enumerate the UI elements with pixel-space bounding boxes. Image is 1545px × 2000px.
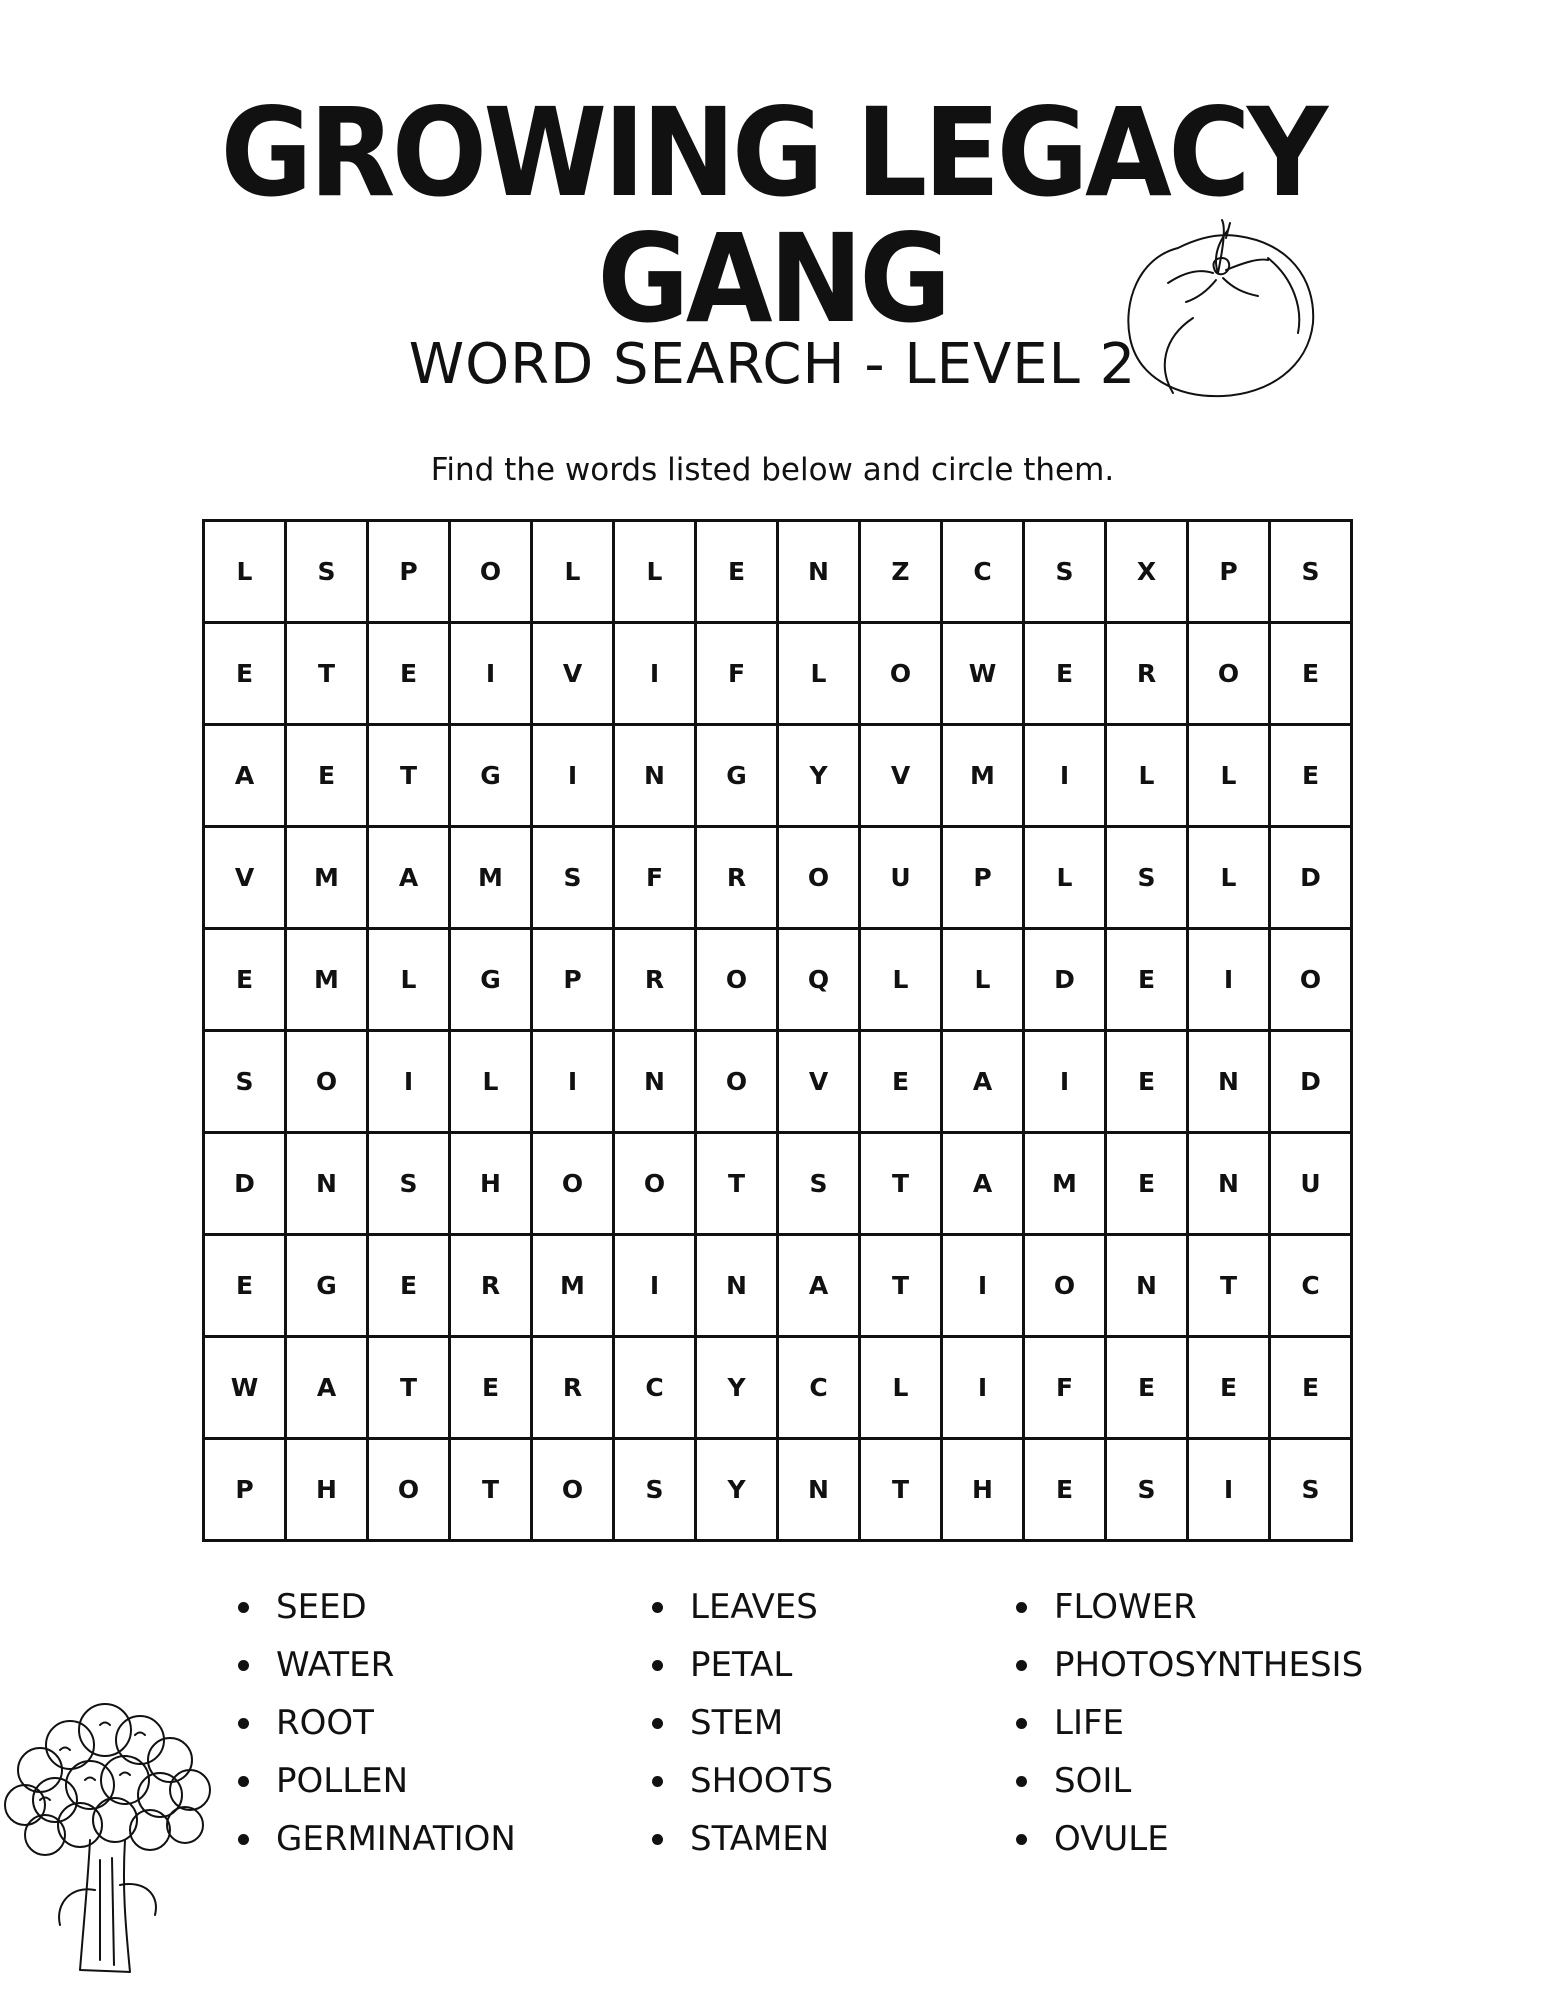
word-item: FLOWER [1016,1578,1363,1636]
grid-cell[interactable]: W [942,623,1024,725]
grid-cell[interactable]: O [286,1031,368,1133]
grid-cell[interactable]: T [450,1439,532,1541]
grid-cell[interactable]: F [1024,1337,1106,1439]
word-item: SEED [238,1578,516,1636]
word-item: GERMINATION [238,1810,516,1868]
word-item: STAMEN [652,1810,833,1868]
grid-cell[interactable]: L [368,929,450,1031]
grid-cell[interactable]: M [450,827,532,929]
grid-cell[interactable]: E [1106,1133,1188,1235]
grid-cell[interactable]: S [286,521,368,623]
word-item: POLLEN [238,1752,516,1810]
grid-cell[interactable]: O [532,1439,614,1541]
grid-cell[interactable]: S [1024,521,1106,623]
grid-cell[interactable]: L [1188,725,1270,827]
grid-cell[interactable]: H [286,1439,368,1541]
grid-cell[interactable]: N [614,1031,696,1133]
grid-cell[interactable]: E [1270,725,1352,827]
grid-cell[interactable]: I [942,1235,1024,1337]
grid-cell[interactable]: A [286,1337,368,1439]
grid-cell[interactable]: S [204,1031,286,1133]
grid-cell[interactable]: G [450,929,532,1031]
grid-cell[interactable]: L [860,929,942,1031]
grid-cell[interactable]: T [860,1235,942,1337]
grid-cell[interactable]: E [1106,929,1188,1031]
grid-cell[interactable]: E [696,521,778,623]
word-item: PETAL [652,1636,833,1694]
grid-cell[interactable]: O [696,929,778,1031]
grid-cell[interactable]: F [614,827,696,929]
grid-cell[interactable]: T [1188,1235,1270,1337]
grid-cell[interactable]: E [368,1235,450,1337]
grid-cell[interactable]: H [942,1439,1024,1541]
grid-cell[interactable]: E [1270,1337,1352,1439]
grid-cell[interactable]: I [1188,1439,1270,1541]
tomato-illustration [1118,218,1318,403]
grid-cell[interactable]: M [532,1235,614,1337]
grid-cell[interactable]: R [450,1235,532,1337]
grid-cell[interactable]: E [450,1337,532,1439]
grid-row [204,1439,1352,1541]
grid-cell[interactable]: C [942,521,1024,623]
broccoli-illustration [0,1690,240,1980]
instructions: Find the words listed below and circle them. [430,452,1115,488]
grid-cell[interactable]: A [942,1133,1024,1235]
word-list-column-1 [238,1578,516,1868]
grid-cell[interactable]: R [614,929,696,1031]
word-list-column-2 [652,1578,833,1868]
grid-cell[interactable]: T [368,725,450,827]
grid-cell[interactable]: C [614,1337,696,1439]
word-list-column-3 [1016,1578,1363,1868]
grid-cell[interactable]: N [1188,1133,1270,1235]
grid-cell[interactable]: D [204,1133,286,1235]
word-item: STEM [652,1694,833,1752]
grid-cell[interactable]: G [696,725,778,827]
grid-cell[interactable]: N [1106,1235,1188,1337]
grid-cell[interactable]: I [1024,1031,1106,1133]
grid-cell[interactable]: C [1270,1235,1352,1337]
grid-cell[interactable]: Y [696,1337,778,1439]
grid-cell[interactable]: O [368,1439,450,1541]
grid-cell[interactable]: I [532,725,614,827]
grid-cell[interactable]: I [368,1031,450,1133]
grid-cell[interactable]: D [1024,929,1106,1031]
grid-cell[interactable]: U [860,827,942,929]
grid-cell[interactable]: A [778,1235,860,1337]
grid-cell[interactable]: O [532,1133,614,1235]
grid-cell[interactable]: O [1024,1235,1106,1337]
grid-cell[interactable]: I [1024,725,1106,827]
grid-row [204,929,1352,1031]
word-item: LEAVES [652,1578,833,1636]
title-line-1: GROWING LEGACY [220,82,1325,224]
grid-cell[interactable]: Y [778,725,860,827]
grid-cell[interactable]: S [1270,521,1352,623]
grid-cell[interactable]: V [778,1031,860,1133]
grid-cell[interactable]: Y [696,1439,778,1541]
grid-cell[interactable]: S [1106,1439,1188,1541]
grid-cell[interactable]: L [1188,827,1270,929]
grid-cell[interactable]: D [1270,1031,1352,1133]
grid-cell[interactable]: S [614,1439,696,1541]
grid-cell[interactable]: E [860,1031,942,1133]
grid-cell[interactable]: O [450,521,532,623]
grid-cell[interactable]: T [860,1133,942,1235]
grid-cell[interactable]: R [696,827,778,929]
grid-cell[interactable]: F [696,623,778,725]
grid-cell[interactable]: L [1106,725,1188,827]
grid-cell[interactable]: S [778,1133,860,1235]
grid-row [204,827,1352,929]
grid-row [204,1235,1352,1337]
grid-cell[interactable]: M [1024,1133,1106,1235]
grid-cell[interactable]: E [204,929,286,1031]
grid-cell[interactable]: Q [778,929,860,1031]
grid-cell[interactable]: M [286,827,368,929]
grid-cell[interactable]: V [860,725,942,827]
grid-cell[interactable]: X [1106,521,1188,623]
grid-cell[interactable]: E [1106,1031,1188,1133]
grid-cell[interactable]: P [368,521,450,623]
word-item: LIFE [1016,1694,1363,1752]
grid-cell[interactable]: N [1188,1031,1270,1133]
grid-cell[interactable]: E [286,725,368,827]
grid-cell[interactable]: I [532,1031,614,1133]
grid-cell[interactable]: A [368,827,450,929]
grid-cell[interactable]: H [450,1133,532,1235]
grid-cell[interactable]: C [778,1337,860,1439]
subtitle: WORD SEARCH - LEVEL 2 [408,332,1137,397]
grid-cell[interactable]: N [614,725,696,827]
grid-cell[interactable]: S [532,827,614,929]
word-item: ROOT [238,1694,516,1752]
grid-cell[interactable]: P [204,1439,286,1541]
grid-cell[interactable]: U [1270,1133,1352,1235]
grid-cell[interactable]: I [614,1235,696,1337]
grid-cell[interactable]: S [1270,1439,1352,1541]
grid-cell[interactable]: N [696,1235,778,1337]
grid-cell[interactable]: L [860,1337,942,1439]
grid-cell[interactable]: O [778,827,860,929]
grid-cell[interactable]: E [1024,623,1106,725]
grid-row [204,1031,1352,1133]
grid-cell[interactable]: E [1024,1439,1106,1541]
grid-row [204,623,1352,725]
word-item: SOIL [1016,1752,1363,1810]
grid-cell[interactable]: M [286,929,368,1031]
grid-cell[interactable]: L [450,1031,532,1133]
grid-cell[interactable]: I [942,1337,1024,1439]
grid-cell[interactable]: O [696,1031,778,1133]
grid-cell[interactable]: E [368,623,450,725]
grid-cell[interactable]: G [286,1235,368,1337]
grid-cell[interactable]: N [778,1439,860,1541]
word-search-grid [202,519,1353,1542]
grid-cell[interactable]: V [532,623,614,725]
word-item: WATER [238,1636,516,1694]
grid-cell[interactable]: W [204,1337,286,1439]
grid-cell[interactable]: T [368,1337,450,1439]
grid-cell[interactable]: L [1024,827,1106,929]
grid-cell[interactable]: R [1106,623,1188,725]
word-item: PHOTOSYNTHESIS [1016,1636,1363,1694]
grid-cell[interactable]: T [860,1439,942,1541]
grid-cell[interactable]: L [778,623,860,725]
grid-cell[interactable]: V [204,827,286,929]
grid-cell[interactable]: N [286,1133,368,1235]
grid-cell[interactable]: O [614,1133,696,1235]
grid-cell[interactable]: E [204,1235,286,1337]
grid-cell[interactable]: D [1270,827,1352,929]
grid-cell[interactable]: A [204,725,286,827]
grid-cell[interactable]: L [942,929,1024,1031]
grid-cell[interactable]: T [286,623,368,725]
grid-row [204,1133,1352,1235]
grid-cell[interactable]: P [532,929,614,1031]
grid-cell[interactable]: O [860,623,942,725]
grid-cell[interactable]: O [1270,929,1352,1031]
grid-cell[interactable]: R [532,1337,614,1439]
grid-cell[interactable]: E [204,623,286,725]
grid-row [204,725,1352,827]
grid-cell[interactable]: E [1188,1337,1270,1439]
grid-cell[interactable]: E [1270,623,1352,725]
grid-cell[interactable]: P [942,827,1024,929]
grid-cell[interactable]: E [1106,1337,1188,1439]
word-item: SHOOTS [652,1752,833,1810]
grid-cell[interactable]: T [696,1133,778,1235]
grid-cell[interactable]: L [532,521,614,623]
word-item: OVULE [1016,1810,1363,1868]
grid-cell[interactable]: O [1188,623,1270,725]
grid-cell[interactable]: G [450,725,532,827]
title-line-2: GANG [597,208,948,350]
grid-cell[interactable]: Z [860,521,942,623]
grid-cell[interactable]: P [1188,521,1270,623]
grid-row [204,521,1352,623]
grid-cell[interactable]: I [450,623,532,725]
grid-cell[interactable]: A [942,1031,1024,1133]
grid-cell[interactable]: S [368,1133,450,1235]
grid-cell[interactable]: I [1188,929,1270,1031]
grid-cell[interactable]: L [204,521,286,623]
grid-cell[interactable]: N [778,521,860,623]
grid-cell[interactable]: L [614,521,696,623]
grid-row [204,1337,1352,1439]
grid-cell[interactable]: I [614,623,696,725]
grid-cell[interactable]: S [1106,827,1188,929]
grid-cell[interactable]: M [942,725,1024,827]
